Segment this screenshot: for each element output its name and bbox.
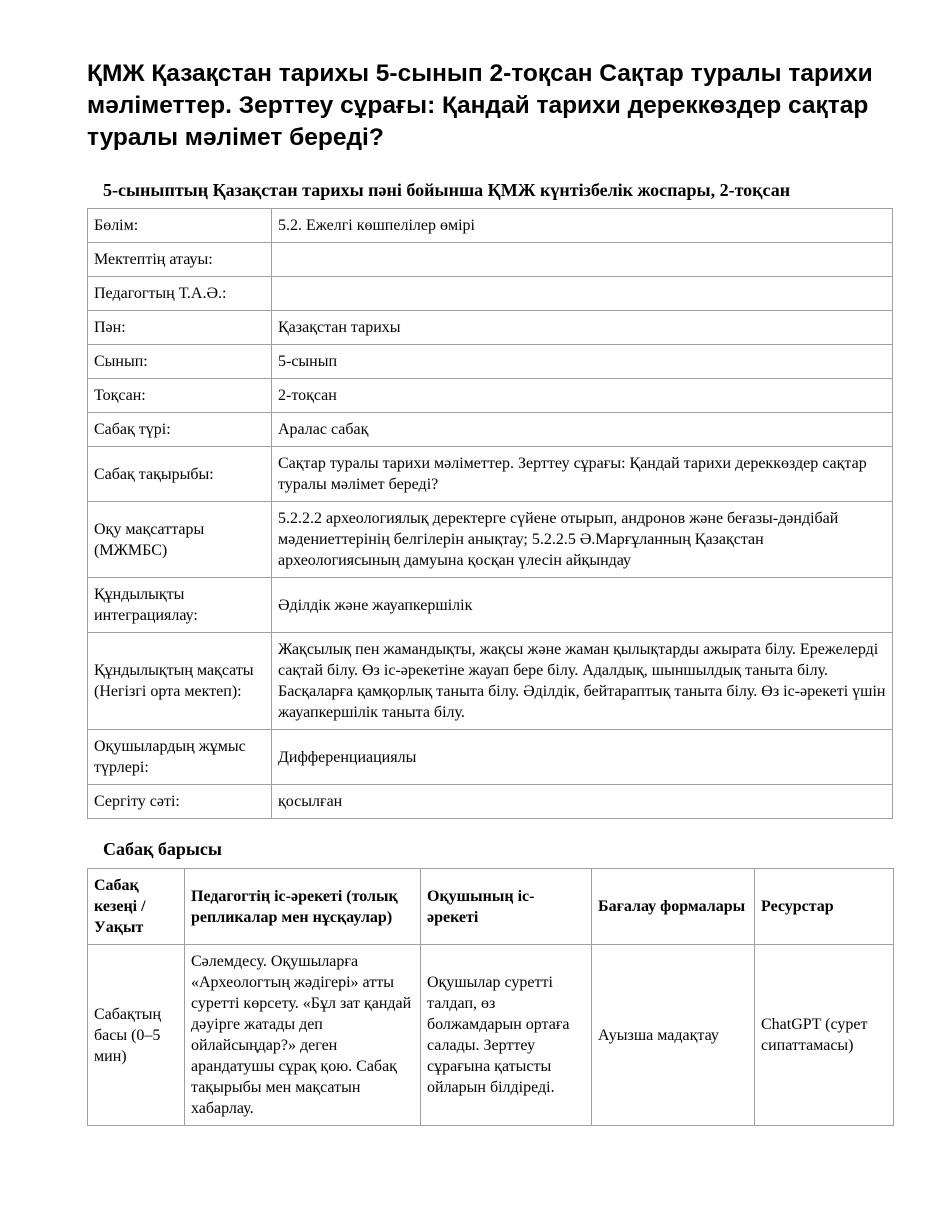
table-cell-student-action: Оқушылар суретті талдап, өз болжамдарын ортаға салады. Зерттеу сұрағына қатысты ойларын білдіреді. xyxy=(421,945,592,1126)
info-row-learning-objectives xyxy=(88,502,893,578)
info-value: Жақсылық пен жамандықты, жақсы және жаман қылықтарды ажырата білу. Ережелерді сақтай білу. Өз іс-әрекетіне жауап бере білу. Адалдық, шыншылдық таныта білу. Басқаларға қамқорлық таныта білу. Әділдік, бейтараптық таныта білу. Өз іс-әрекеті үшін жауапкершілік таныта білу. xyxy=(272,633,893,730)
info-value: 5.2. Ежелгі көшпелілер өмірі xyxy=(272,209,893,243)
table-row xyxy=(88,945,894,1126)
info-value xyxy=(272,277,893,311)
info-row-teacher xyxy=(88,277,893,311)
info-row-section xyxy=(88,209,893,243)
info-key: Құндылықты интеграциялау: xyxy=(88,578,272,633)
table-header-row xyxy=(88,869,894,945)
info-key: Бөлім: xyxy=(88,209,272,243)
info-row-quarter xyxy=(88,379,893,413)
info-row-subject xyxy=(88,311,893,345)
info-key: Сабақ түрі: xyxy=(88,413,272,447)
info-row-lesson-type xyxy=(88,413,893,447)
info-key: Мектептің атауы: xyxy=(88,243,272,277)
info-value: Аралас сабақ xyxy=(272,413,893,447)
column-header: Сабақ кезеңі / Уақыт xyxy=(88,869,185,945)
info-value: қосылған xyxy=(272,785,893,819)
lesson-info-table xyxy=(87,208,893,819)
table-cell-resources: ChatGPT (сурет сипаттамасы) xyxy=(755,945,894,1126)
table-cell-assessment: Ауызша мадақтау xyxy=(592,945,755,1126)
table-cell-teacher-action: Сәлемдесу. Оқушыларға «Археологтың жәдігері» атты суретті көрсету. «Бұл зат қандай дәуірге жатады деп ойлайсыңдар?» деген арандатушы сұрақ қою. Сабақ тақырыбы мен мақсатын хабарлау. xyxy=(185,945,421,1126)
info-value: 5.2.2.2 археологиялық деректерге сүйене отырып, андронов және беғазы-дәндібай мәдениеттерінің белгілерін анықтау; 5.2.2.5 Ә.Марғұланның Қазақстан археологиясының дамуына қосқан үлесін айқындау xyxy=(272,502,893,578)
info-key: Сынып: xyxy=(88,345,272,379)
info-row-work-types xyxy=(88,730,893,785)
lesson-flow-heading: Сабақ барысы xyxy=(103,839,222,859)
info-key: Педагогтың Т.А.Ә.: xyxy=(88,277,272,311)
column-header: Ресурстар xyxy=(755,869,894,945)
info-key: Құндылықтың мақсаты (Негізгі орта мектеп): xyxy=(88,633,272,730)
info-value: Дифференциациялы xyxy=(272,730,893,785)
info-row-value-integration xyxy=(88,578,893,633)
info-row-grade xyxy=(88,345,893,379)
info-key: Оқу мақсаттары (МЖМБС) xyxy=(88,502,272,578)
info-value: Әділдік және жауапкершілік xyxy=(272,578,893,633)
info-value: Сақтар туралы тарихи мәліметтер. Зерттеу сұрағы: Қандай тарихи дереккөздер сақтар туралы мәлімет береді? xyxy=(272,447,893,502)
info-row-break xyxy=(88,785,893,819)
info-key: Тоқсан: xyxy=(88,379,272,413)
info-value xyxy=(272,243,893,277)
plan-heading: 5-сыныптың Қазақстан тарихы пәні бойынша ҚМЖ күнтізбелік жоспары, 2-тоқсан xyxy=(103,180,791,200)
lesson-flow-table xyxy=(87,868,894,1126)
info-key: Оқушылардың жұмыс түрлері: xyxy=(88,730,272,785)
info-value: 2-тоқсан xyxy=(272,379,893,413)
table-cell-stage: Сабақтың басы (0–5 мин) xyxy=(88,945,185,1126)
column-header: Педагогтің іс-әрекеті (толық репликалар мен нұсқаулар) xyxy=(185,869,421,945)
column-header: Бағалау формалары xyxy=(592,869,755,945)
info-key: Сабақ тақырыбы: xyxy=(88,447,272,502)
info-row-value-goal xyxy=(88,633,893,730)
info-value: 5-сынып xyxy=(272,345,893,379)
column-header: Оқушының іс-әрекеті xyxy=(421,869,592,945)
document-page xyxy=(87,58,893,1126)
info-key: Пән: xyxy=(88,311,272,345)
info-row-lesson-topic xyxy=(88,447,893,502)
info-value: Қазақстан тарихы xyxy=(272,311,893,345)
info-row-school xyxy=(88,243,893,277)
document-title: ҚМЖ Қазақстан тарихы 5-сынып 2-тоқсан Сақтар туралы тарихи мәліметтер. Зерттеу сұрағы: Қандай тарихи дереккөздер сақтар туралы мәлімет береді? xyxy=(87,60,873,151)
info-key: Сергіту сәті: xyxy=(88,785,272,819)
